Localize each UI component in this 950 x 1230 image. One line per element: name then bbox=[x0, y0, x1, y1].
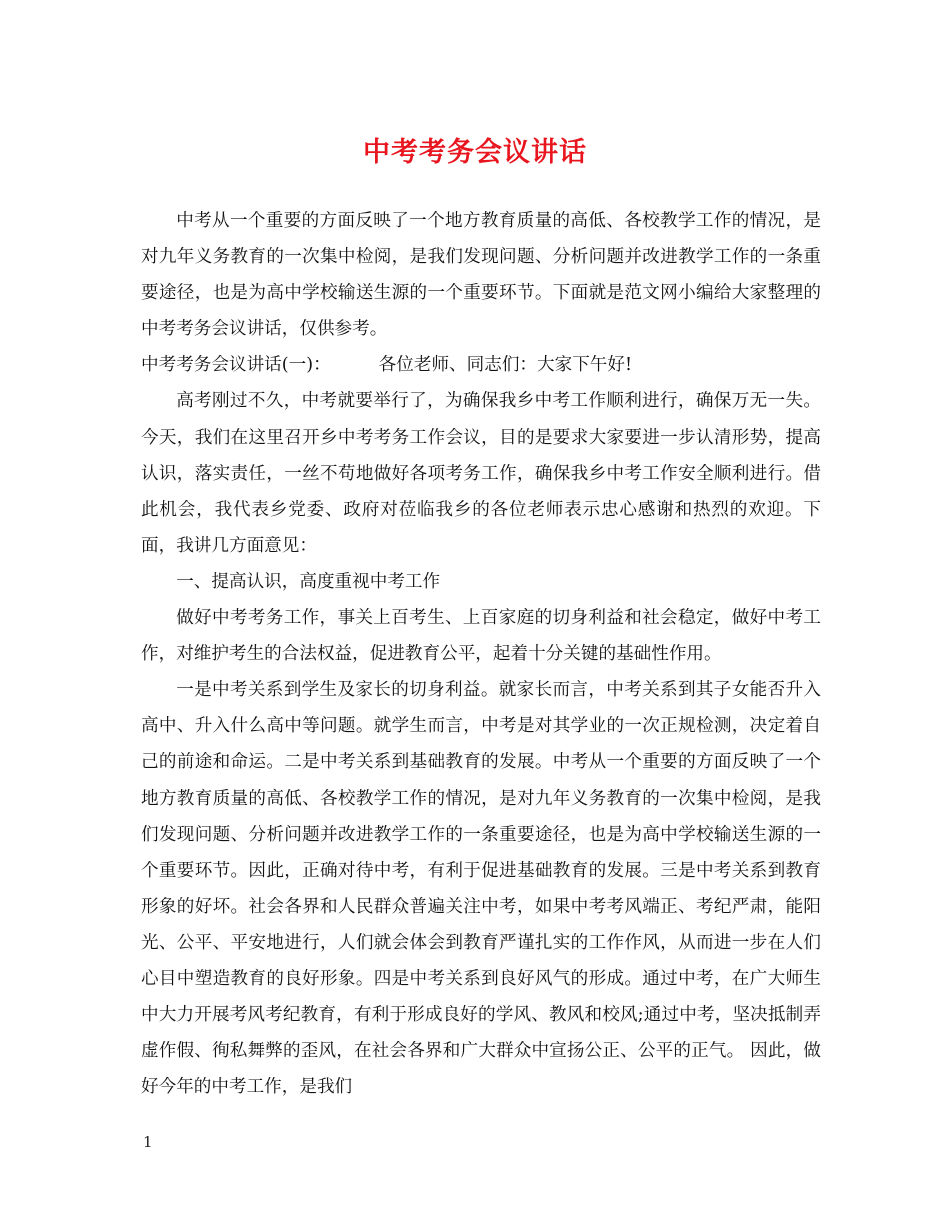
body-paragraph: 做好中考考务工作，事关上百考生、上百家庭的切身利益和社会稳定，做好中考工作，对维护考生的合法权益，促进教育公平，起着十分关键的基础性作用。 bbox=[141, 608, 821, 665]
document-title: 中考考务会议讲话 bbox=[363, 137, 587, 168]
body-paragraph: 一是中考关系到学生及家长的切身利益。就家长而言，中考关系到其子女能否升入高中、升入什么高中等问题。就学生而言，中考是对其学业的一次正规检测，决定着自己的前途和命运。二是中考关系到基础教育的发展。中考从一个重要的方面反映了一个地方教育质量的高低、各校教学工作的情况，是对九年义务教育的一次集中检阅，是我们发现问题、分析问题并改进教学工作的一条重要途径，也是为高中学校输送生源的一个重要环节。因此，正确对待中考，有利于促进基础教育的发展。三是中考关系到教育形象的好坏。社会各界和人民群众普遍关注中考，如果中考考风端正、考纪严肃，能阳光、公平、平安地进行，人们就会体会到教育严谨扎实的工作作风，从而进一步在人们心目中塑造教育的良好形象。四是中考关系到良好风气的形成。通过中考，在广大师生中大力开展考风考纪教育，有利于形成良好的学风、教风和校风;通过中考，坚决抵制弄虚作假、徇私舞弊的歪风，在社会各界和广大群众中宣扬公正、公平的正气。 因此，做好今年的中考工作，是我们 bbox=[141, 680, 821, 1098]
section-subheading: 一、提高认识，高度重视中考工作 bbox=[176, 571, 441, 592]
page-number: 1 bbox=[143, 1133, 153, 1151]
section-heading-line bbox=[141, 347, 821, 383]
document-body bbox=[141, 203, 821, 1105]
intro-paragraph: 中考从一个重要的方面反映了一个地方教育质量的高低、各校教学工作的情况，是对九年义务教育的一次集中检阅，是我们发现问题、分析问题并改进教学工作的一条重要途径，也是为高中学校输送生源的一个重要环节。下面就是范文网小编给大家整理的中考考务会议讲话，仅供参考。 bbox=[141, 211, 821, 340]
body-paragraph: 高考刚过不久，中考就要举行了，为确保我乡中考工作顺利进行，确保万无一失。今天，我们在这里召开乡中考考务工作会议，目的是要求大家要进一步认清形势，提高认识，落实责任，一丝不苟地做好各项考务工作，确保我乡中考工作安全顺利进行。借此机会，我代表乡党委、政府对莅临我乡的各位老师表示忠心感谢和热烈的欢迎。下面，我讲几方面意见： bbox=[141, 391, 821, 556]
salutation: 各位老师、同志们：大家下午好! bbox=[378, 355, 633, 376]
section-heading: 中考考务会议讲话(一)： bbox=[141, 355, 331, 376]
